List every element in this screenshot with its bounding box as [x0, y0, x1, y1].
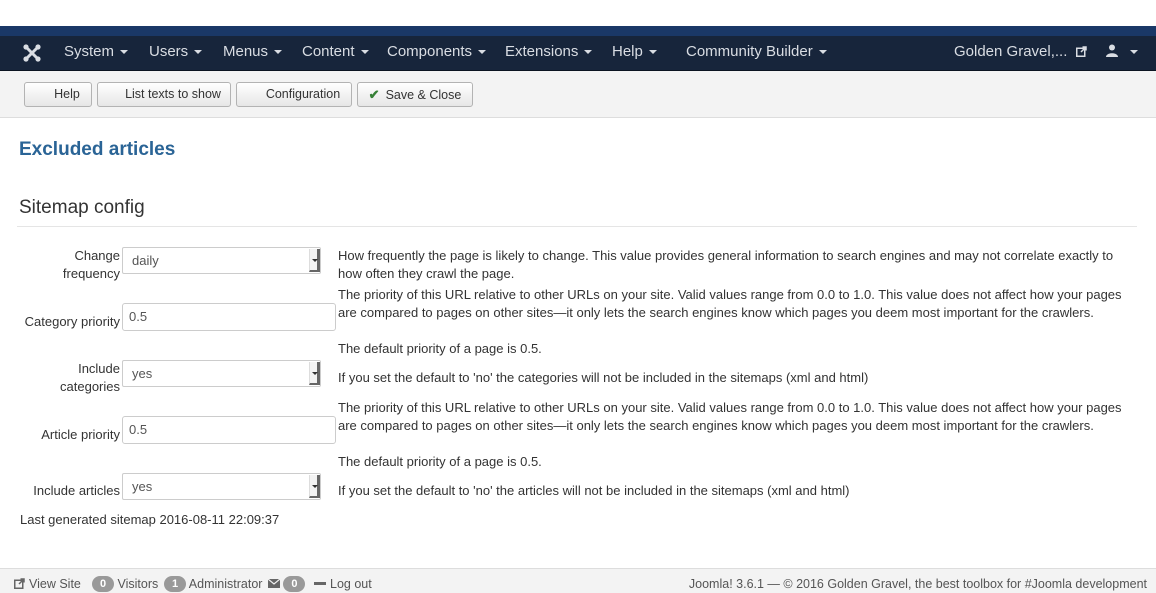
- category-priority-label: Category priority: [24, 314, 120, 329]
- chevron-down-icon: [309, 362, 320, 385]
- view-site-link[interactable]: [14, 569, 81, 593]
- help-button[interactable]: [24, 82, 92, 107]
- menu-system[interactable]: [64, 36, 128, 70]
- admin-status: [164, 569, 262, 593]
- include-categories-select[interactable]: [122, 360, 321, 387]
- logout-link[interactable]: [314, 569, 372, 593]
- envelope-icon: [268, 579, 280, 588]
- status-bar: [0, 568, 1156, 593]
- checkmark-icon: ✔: [368, 87, 380, 102]
- label-line: categories: [60, 379, 120, 394]
- user-icon: [1106, 44, 1118, 57]
- article-priority-description: The priority of this URL relative to other URLs on your site. Valid values range from 0.0 to 1.0. This value does not affect how your pages are compared to pages on other sites—it only lets the search engines know which pages you deem most important for the crawlers.: [338, 400, 1122, 433]
- change-frequency-select[interactable]: [122, 247, 321, 274]
- visitors-label: Visitors: [117, 577, 159, 591]
- fieldset-title: Sitemap config: [19, 197, 145, 218]
- visitors-badge: 0: [92, 576, 114, 592]
- chevron-down-icon: [309, 475, 320, 498]
- label-line: Change: [74, 248, 120, 263]
- include-articles-select[interactable]: [122, 473, 321, 500]
- chevron-down-icon: [361, 50, 369, 54]
- include-categories-label: [16, 360, 120, 396]
- menu-label: System: [64, 43, 115, 60]
- list-texts-button-label: List texts to show: [125, 87, 221, 101]
- minus-icon: [314, 582, 326, 585]
- menu-label: Community Builder: [686, 43, 813, 60]
- menu-label: Menus: [223, 43, 269, 60]
- user-menu[interactable]: [1106, 36, 1138, 70]
- include-articles-label: Include articles: [33, 483, 120, 498]
- messages-badge: 0: [283, 576, 305, 592]
- site-name: Golden Gravel,...: [954, 43, 1068, 60]
- save-close-button-label: Save & Close: [385, 88, 462, 102]
- menu-label: Extensions: [505, 43, 579, 60]
- selected-value: yes: [132, 366, 153, 381]
- configuration-button-label: Configuration: [265, 87, 341, 101]
- help-button-label: Help: [54, 87, 80, 101]
- include-categories-description: If you set the default to 'no' the categories will not be included in the sitemaps (xml and html): [338, 370, 869, 385]
- menu-label: Help: [612, 43, 643, 60]
- view-site-label: View Site: [29, 577, 81, 591]
- chevron-down-icon: [649, 50, 657, 54]
- selected-value: daily: [132, 253, 159, 268]
- toolbar: [0, 71, 1156, 118]
- save-close-button[interactable]: [357, 82, 473, 107]
- selected-value: yes: [132, 479, 153, 494]
- admin-badge: 1: [164, 576, 186, 592]
- label-line: frequency: [62, 266, 120, 281]
- article-priority-label: Article priority: [41, 427, 120, 442]
- last-generated-text: Last generated sitemap 2016-08-11 22:09:37: [20, 512, 280, 527]
- menu-content[interactable]: [302, 36, 369, 70]
- category-priority-input[interactable]: 0.5: [122, 303, 336, 331]
- divider: [17, 226, 1137, 227]
- category-priority-description: The priority of this URL relative to other URLs on your site. Valid values range from 0.0 to 1.0. This value does not affect how your pages are compared to pages on other sites—it only lets the search engines know which pages you deem most important for the crawlers.: [338, 287, 1122, 320]
- footer-copyright: Joomla! 3.6.1 — © 2016 Golden Gravel, the best toolbox for #Joomla development: [688, 577, 1147, 591]
- chevron-down-icon: [274, 50, 282, 54]
- category-priority-default-note: The default priority of a page is 0.5.: [338, 341, 542, 356]
- chevron-down-icon: [120, 50, 128, 54]
- chevron-down-icon: [584, 50, 592, 54]
- article-priority-default-note: The default priority of a page is 0.5.: [338, 454, 542, 469]
- menu-community-builder[interactable]: [686, 36, 827, 70]
- menu-label: Users: [149, 43, 189, 60]
- menu-extensions[interactable]: [505, 36, 592, 70]
- visitors-status: [92, 569, 158, 593]
- joomla-icon[interactable]: [22, 43, 42, 63]
- menu-label: Content: [302, 43, 355, 60]
- logout-label: Log out: [330, 577, 372, 591]
- menu-menus[interactable]: [223, 36, 282, 70]
- configuration-button[interactable]: [236, 82, 352, 107]
- menu-users[interactable]: [149, 36, 202, 70]
- chevron-down-icon: [194, 50, 202, 54]
- change-frequency-description: How frequently the page is likely to change. This value provides general information to search engines and may not correlate exactly to how often they crawl the page.: [338, 248, 1114, 281]
- menu-help[interactable]: [612, 36, 657, 70]
- chevron-down-icon: [309, 249, 320, 272]
- list-texts-button[interactable]: [97, 82, 231, 107]
- site-link[interactable]: [954, 36, 1087, 70]
- menu-components[interactable]: [387, 36, 486, 70]
- chevron-down-icon: [1130, 50, 1138, 54]
- article-priority-input[interactable]: 0.5: [122, 416, 336, 444]
- top-white-strip: [0, 0, 1156, 26]
- external-link-icon: [14, 578, 25, 589]
- include-articles-description: If you set the default to 'no' the articles will not be included in the sitemaps (xml and html): [338, 483, 850, 498]
- menu-label: Components: [387, 43, 473, 60]
- label-line: Include: [78, 361, 120, 376]
- chevron-down-icon: [478, 50, 486, 54]
- messages-status[interactable]: [268, 569, 305, 593]
- change-frequency-label: [16, 247, 120, 283]
- admin-navbar: [0, 26, 1156, 71]
- admin-label: Administrator: [188, 577, 263, 591]
- chevron-down-icon: [819, 50, 827, 54]
- excluded-articles-link[interactable]: Excluded articles: [19, 139, 176, 160]
- external-link-icon: [1076, 46, 1087, 57]
